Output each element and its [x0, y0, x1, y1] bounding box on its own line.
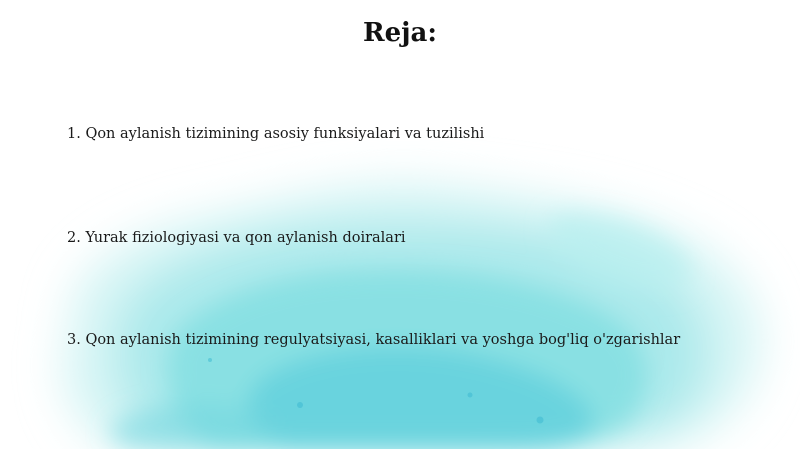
plan-item-2: 2. Yurak fiziologiyasi va qon aylanish doiralari — [67, 230, 406, 246]
slide-title: Reja: — [362, 18, 437, 48]
plan-item-1: 1. Qon aylanish tizimining asosiy funksiyalari va tuzilishi — [67, 126, 485, 142]
plan-item-3: 3. Qon aylanish tizimining regulyatsiyasi, kasalliklari va yoshga bog'liq o'zgarishlar — [67, 332, 681, 348]
